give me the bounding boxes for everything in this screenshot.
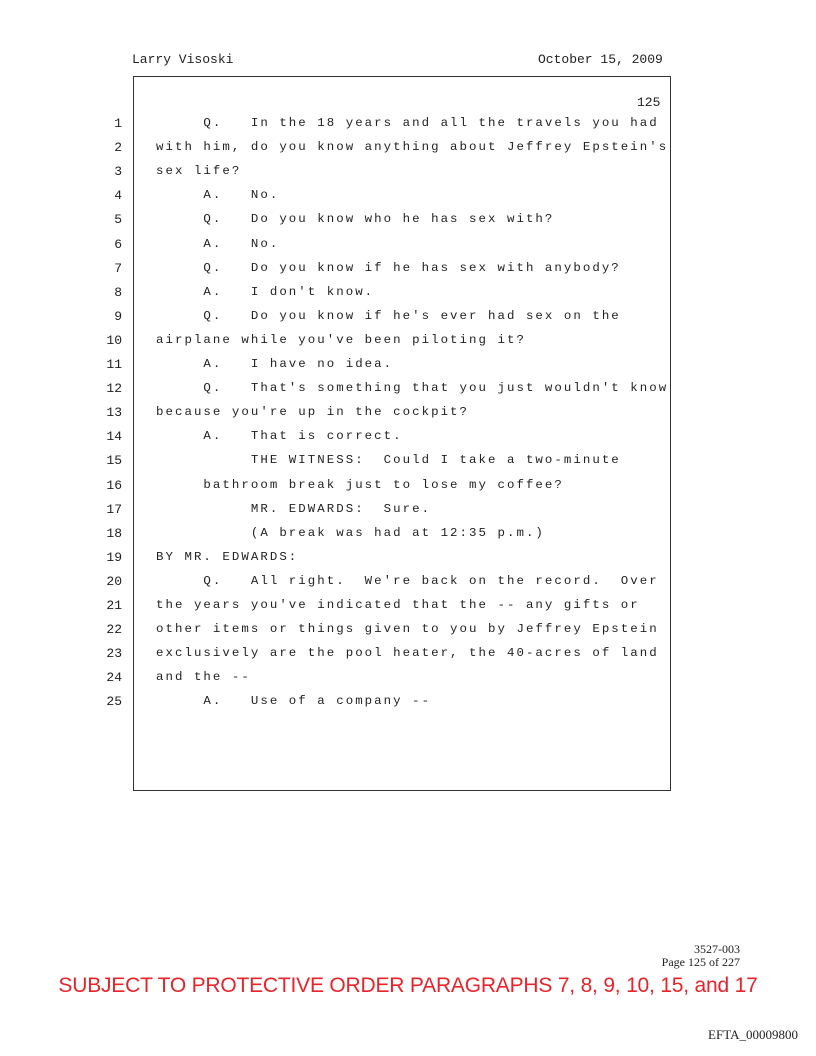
transcript-line: THE WITNESS: Could I take a two-minute — [156, 453, 621, 467]
transcript-line: airplane while you've been piloting it? — [156, 333, 526, 347]
line-number: 11 — [106, 357, 122, 372]
header-witness-name: Larry Visoski — [132, 52, 234, 67]
transcript-line: A. No. — [156, 188, 280, 202]
line-number: 13 — [106, 405, 122, 420]
transcript-line: Q. Do you know if he's ever had sex on the — [156, 309, 621, 323]
transcript-line: bathroom break just to lose my coffee? — [156, 478, 564, 492]
line-number: 9 — [114, 309, 122, 324]
line-number: 1 — [114, 116, 122, 131]
line-number: 17 — [106, 502, 122, 517]
transcript-line: other items or things given to you by Jeffrey Epstein — [156, 622, 659, 636]
bates-page-count: Page 125 of 227 — [661, 955, 740, 969]
transcript-line: MR. EDWARDS: Sure. — [156, 502, 432, 516]
transcript-line: A. That is correct. — [156, 429, 403, 443]
line-number: 14 — [106, 429, 122, 444]
transcript-line: Q. Do you know if he has sex with anybody? — [156, 261, 621, 275]
transcript-line: Q. All right. We're back on the record. Over — [156, 574, 659, 588]
transcript-line: (A break was had at 12:35 p.m.) — [156, 526, 545, 540]
transcript-line: Q. Do you know who he has sex with? — [156, 212, 555, 226]
line-number: 16 — [106, 478, 122, 493]
transcript-line: Q. That's something that you just wouldn't know — [156, 381, 669, 395]
line-number: 3 — [114, 164, 122, 179]
line-number: 18 — [106, 526, 122, 541]
transcript-line: because you're up in the cockpit? — [156, 405, 470, 419]
line-number: 5 — [114, 212, 122, 227]
transcript-line: Q. In the 18 years and all the travels you had — [156, 116, 659, 130]
transcript-page-number: 125 — [637, 95, 661, 110]
line-number: 24 — [106, 670, 122, 685]
line-number: 15 — [106, 453, 122, 468]
transcript-line: and the -- — [156, 670, 251, 684]
transcript-line: BY MR. EDWARDS: — [156, 550, 299, 564]
bates-code: 3527-003 — [694, 942, 740, 956]
line-number: 10 — [106, 333, 122, 348]
line-number: 2 — [114, 140, 122, 155]
line-number: 21 — [106, 598, 122, 613]
transcript-line: A. Use of a company -- — [156, 694, 432, 708]
transcript-line: sex life? — [156, 164, 242, 178]
line-number: 7 — [114, 261, 122, 276]
line-number: 8 — [114, 285, 122, 300]
protective-order-notice: SUBJECT TO PROTECTIVE ORDER PARAGRAPHS 7, 8, 9, 10, 15, and 17 — [58, 974, 758, 997]
transcript-line: with him, do you know anything about Jeffrey Epstein's — [156, 140, 669, 154]
line-number: 19 — [106, 550, 122, 565]
line-number: 4 — [114, 188, 122, 203]
transcript-line: exclusively are the pool heater, the 40-acres of land — [156, 646, 659, 660]
line-number: 6 — [114, 237, 122, 252]
document-id: EFTA_00009800 — [708, 1027, 798, 1042]
line-number: 22 — [106, 622, 122, 637]
line-number: 25 — [106, 694, 122, 709]
transcript-line: A. No. — [156, 237, 280, 251]
line-number: 23 — [106, 646, 122, 661]
line-number: 12 — [106, 381, 122, 396]
line-number: 20 — [106, 574, 122, 589]
transcript-line: A. I don't know. — [156, 285, 375, 299]
transcript-line: the years you've indicated that the -- any gifts or — [156, 598, 640, 612]
header-date: October 15, 2009 — [538, 52, 663, 67]
transcript-line: A. I have no idea. — [156, 357, 394, 371]
